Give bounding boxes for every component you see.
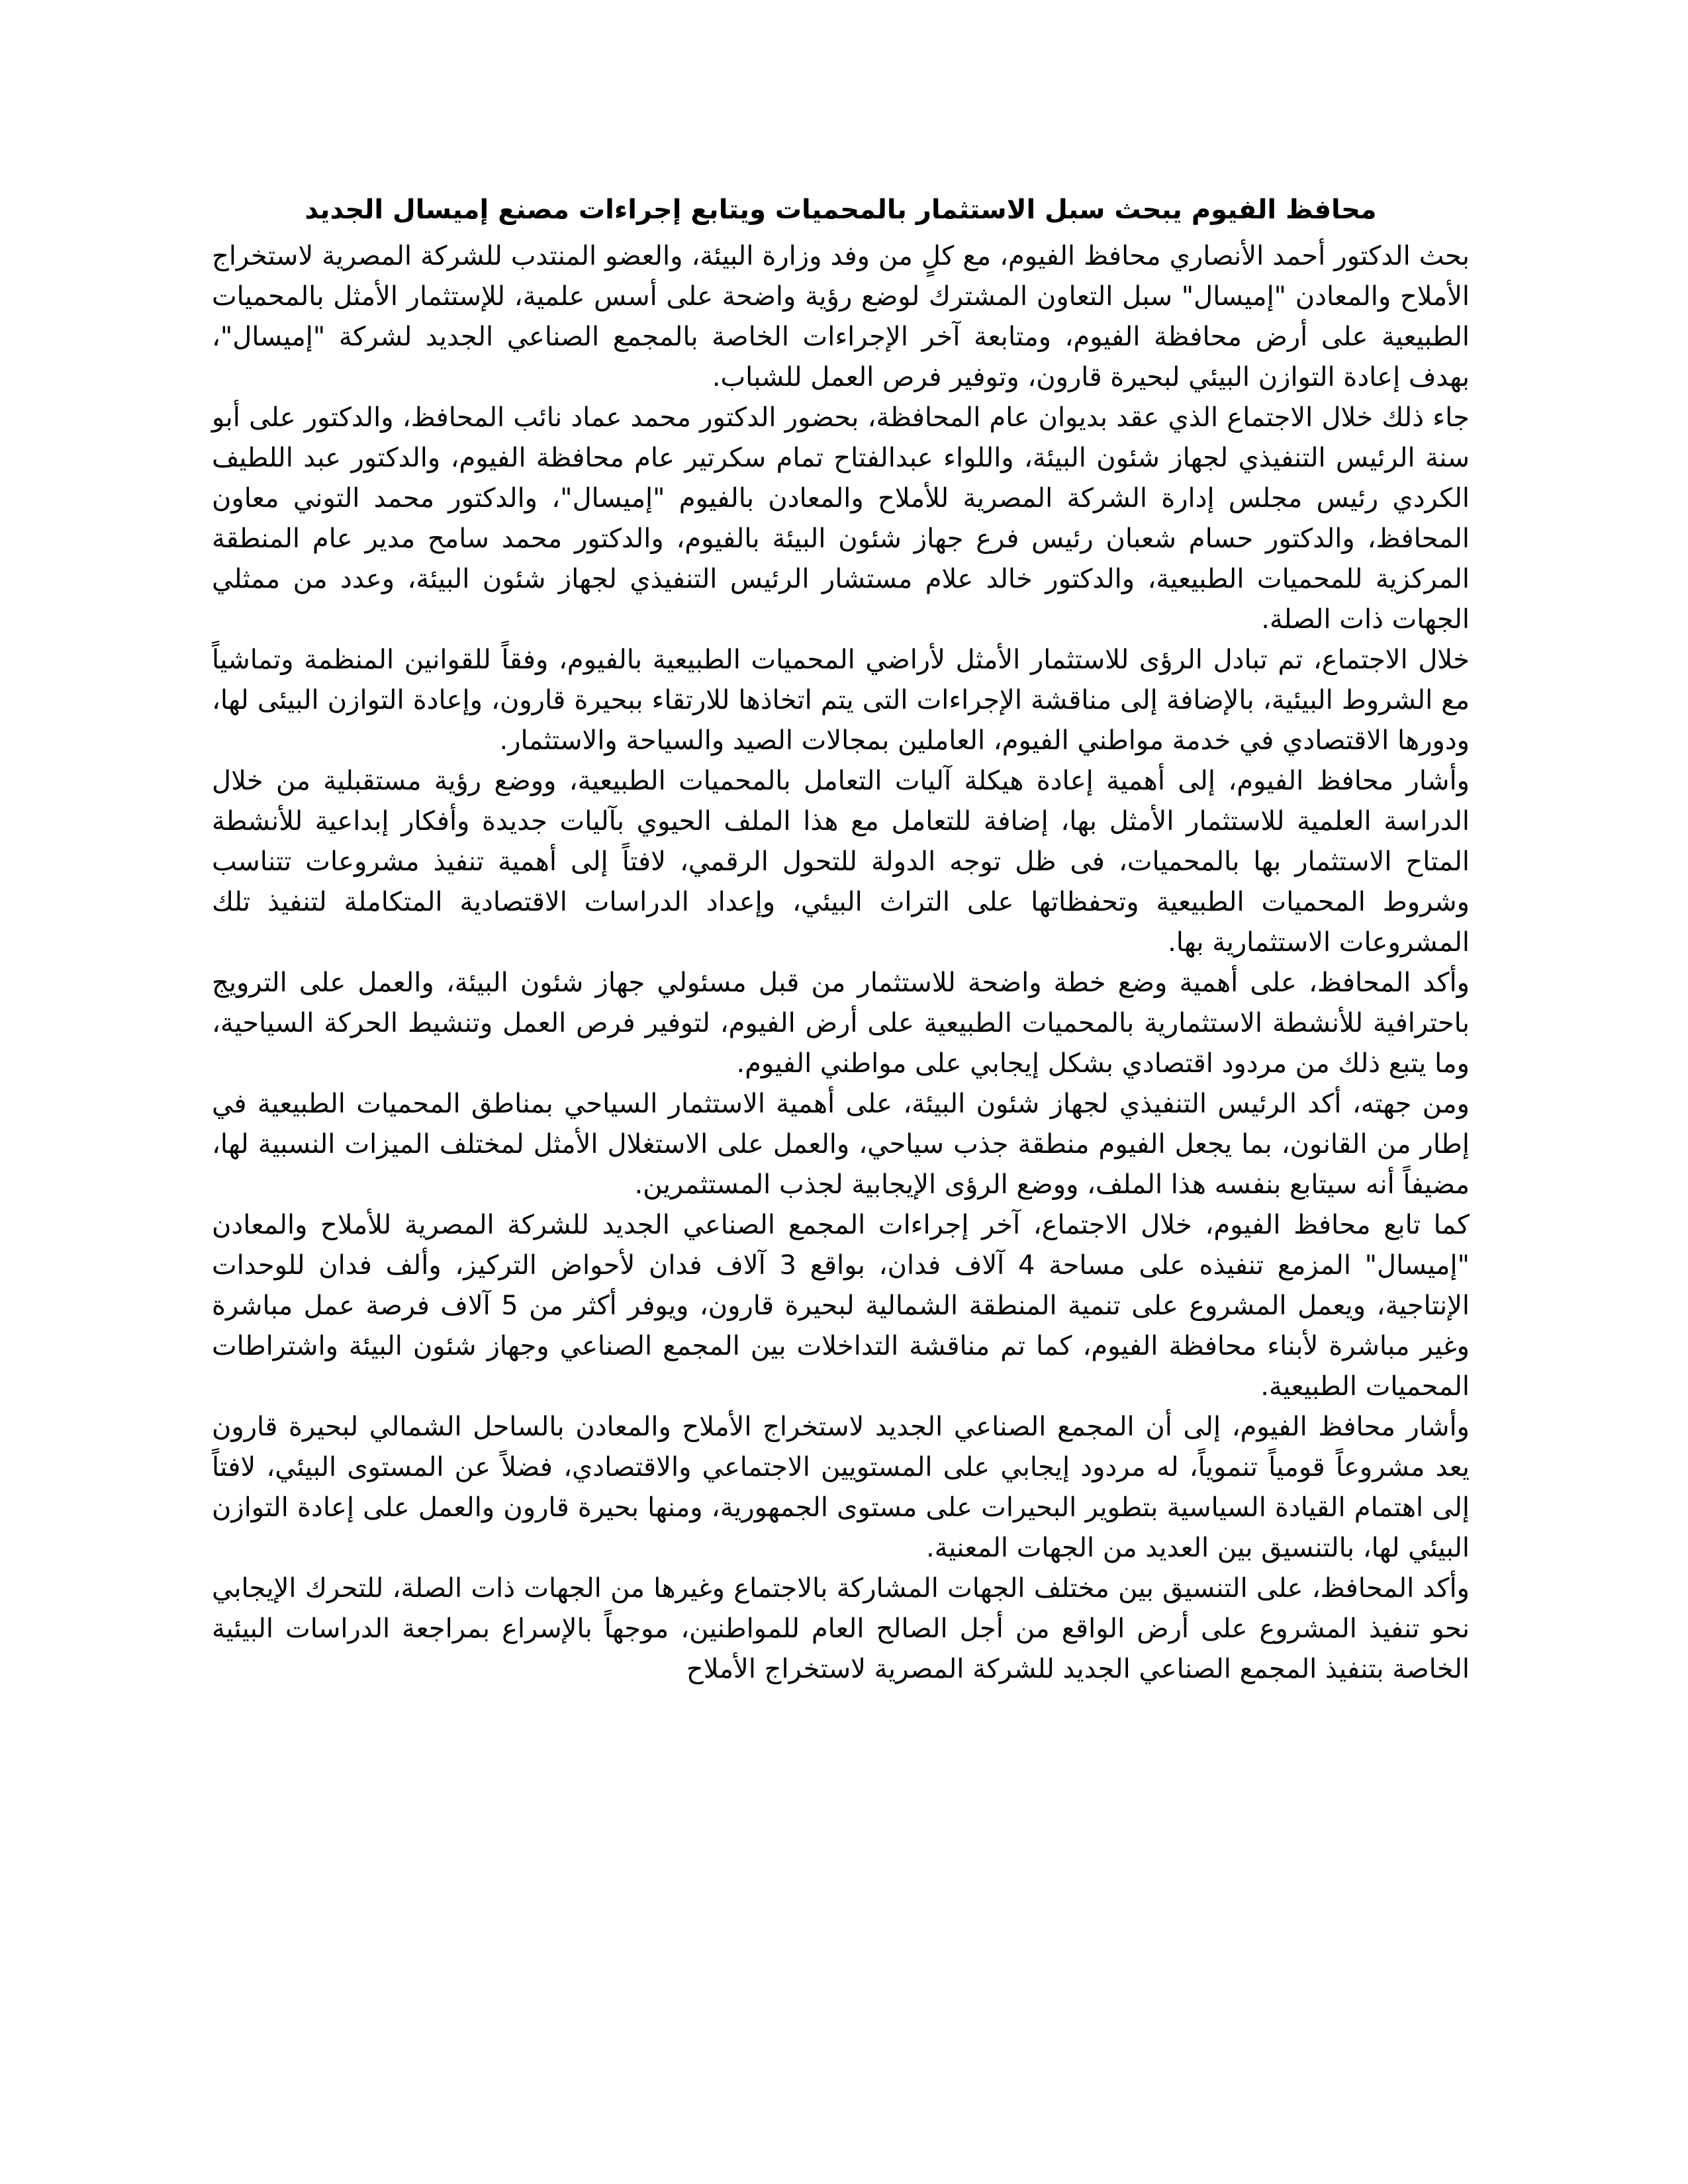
document-page — [212, 192, 1470, 1690]
document-title: محافظ الفيوم يبحث سبل الاستثمار بالمحميات ويتابع إجراءات مصنع إميسال الجديد — [305, 195, 1377, 225]
paragraph: وأشار محافظ الفيوم، إلى أهمية إعادة هيكلة آليات التعامل بالمحميات الطبيعية، ووضع رؤية مستقبلية من خلال الدراسة العلمية للاستثمار الأمثل بها، إضافة للتعامل مع هذا الملف الحيوي بآليات جديدة وأفكار إبداعية للأنشطة المتاح الاستثمار بها بالمحميات، فى ظل توجه الدولة للتحول الرقمي، لافتاً إلى أهمية تنفيذ مشروعات تتناسب وشروط المحميات الطبيعية وتحفظاتها على التراث البيئي، وإعداد الدراسات الاقتصادية المتكاملة لتنفيذ تلك المشروعات الاستثمارية بها. — [212, 766, 1470, 958]
paragraph: وأكد المحافظ، على أهمية وضع خطة واضحة للاستثمار من قبل مسئولي جهاز شئون البيئة، والعمل على الترويج باحترافية للأنشطة الاستثمارية بالمحميات الطبيعية على أرض الفيوم، لتوفير فرص العمل وتنشيط الحركة السياحية، وما يتبع ذلك من مردود اقتصادي بشكل إيجابي على مواطني الفيوم. — [212, 968, 1470, 1079]
paragraph: وأشار محافظ الفيوم، إلى أن المجمع الصناعي الجديد لاستخراج الأملاح والمعادن بالساحل الشمالي لبحيرة قارون يعد مشروعاً قومياً تنموياً، له مردود إيجابي على المستويين الاجتماعي والاقتصادي، فضلاً عن المستوى البيئي، لافتاً إلى اهتمام القيادة السياسية بتطوير البحيرات على مستوى الجمهورية، ومنها بحيرة قارون والعمل على إعادة التوازن البيئي لها، بالتنسيق بين العديد من الجهات المعنية. — [212, 1412, 1470, 1563]
paragraph: كما تابع محافظ الفيوم، خلال الاجتماع، آخر إجراءات المجمع الصناعي الجديد للشركة المصرية للأملاح والمعادن "إميسال" المزمع تنفيذه على مساحة 4 آلاف فدان، بواقع 3 آلاف فدان لأحواض التركيز، وألف فدان للوحدات الإنتاجية، ويعمل المشروع على تنمية المنطقة الشمالية لبحيرة قارون، ويوفر أكثر من 5 آلاف فرصة عمل مباشرة وغير مباشرة لأبناء محافظة الفيوم، كما تم مناقشة التداخلات بين المجمع الصناعي وجهاز شئون البيئة واشتراطات المحميات الطبيعية. — [212, 1210, 1470, 1402]
paragraph: بحث الدكتور أحمد الأنصاري محافظ الفيوم، مع كلٍ من وفد وزارة البيئة، والعضو المنتدب للشركة المصرية لاستخراج الأملاح والمعادن "إميسال" سبل التعاون المشترك لوضع رؤية واضحة على أسس علمية، للإستثمار الأمثل بالمحميات الطبيعية على أرض محافظة الفيوم، ومتابعة آخر الإجراءات الخاصة بالمجمع الصناعي الجديد لشركة "إميسال"، بهدف إعادة التوازن البيئي لبحيرة قارون، وتوفير فرص العمل للشباب. — [212, 241, 1470, 392]
paragraph: ومن جهته، أكد الرئيس التنفيذي لجهاز شئون البيئة، على أهمية الاستثمار السياحي بمناطق المحميات الطبيعية في إطار من القانون، بما يجعل الفيوم منطقة جذب سياحي، والعمل على الاستغلال الأمثل لمختلف الميزات النسبية لها، مضيفاً أنه سيتابع بنفسه هذا الملف، ووضع الرؤى الإيجابية لجذب المستثمرين. — [212, 1089, 1470, 1200]
paragraph: وأكد المحافظ، على التنسيق بين مختلف الجهات المشاركة بالاجتماع وغيرها من الجهات ذات الصلة، للتحرك الإيجابي نحو تنفيذ المشروع على أرض الواقع من أجل الصالح العام للمواطنين، موجهاً بالإسراع بمراجعة الدراسات البيئية الخاصة بتنفيذ المجمع الصناعي الجديد للشركة المصرية لاستخراج الأملاح — [212, 1573, 1470, 1684]
paragraph: خلال الاجتماع، تم تبادل الرؤى للاستثمار الأمثل لأراضي المحميات الطبيعية بالفيوم، وفقاً للقوانين المنظمة وتماشياً مع الشروط البيئية، بالإضافة إلى مناقشة الإجراءات التى يتم اتخاذها للارتقاء ببحيرة قارون، وإعادة التوازن البيئى لها، ودورها الاقتصادي في خدمة مواطني الفيوم، العاملين بمجالات الصيد والسياحة والاستثمار. — [212, 645, 1470, 756]
paragraph: جاء ذلك خلال الاجتماع الذي عقد بديوان عام المحافظة، بحضور الدكتور محمد عماد نائب المحافظ، والدكتور على أبو سنة الرئيس التنفيذي لجهاز شئون البيئة، واللواء عبدالفتاح تمام سكرتير عام محافظة الفيوم، والدكتور عبد اللطيف الكردي رئيس مجلس إدارة الشركة المصرية للأملاح والمعادن بالفيوم "إميسال"، والدكتور محمد التوني معاون المحافظ، والدكتور حسام شعبان رئيس فرع جهاز شئون البيئة بالفيوم، والدكتور محمد سامح مدير عام المنطقة المركزية للمحميات الطبيعية، والدكتور خالد علام مستشار الرئيس التنفيذي لجهاز شئون البيئة، وعدد من ممثلي الجهات ذات الصلة. — [212, 402, 1470, 635]
